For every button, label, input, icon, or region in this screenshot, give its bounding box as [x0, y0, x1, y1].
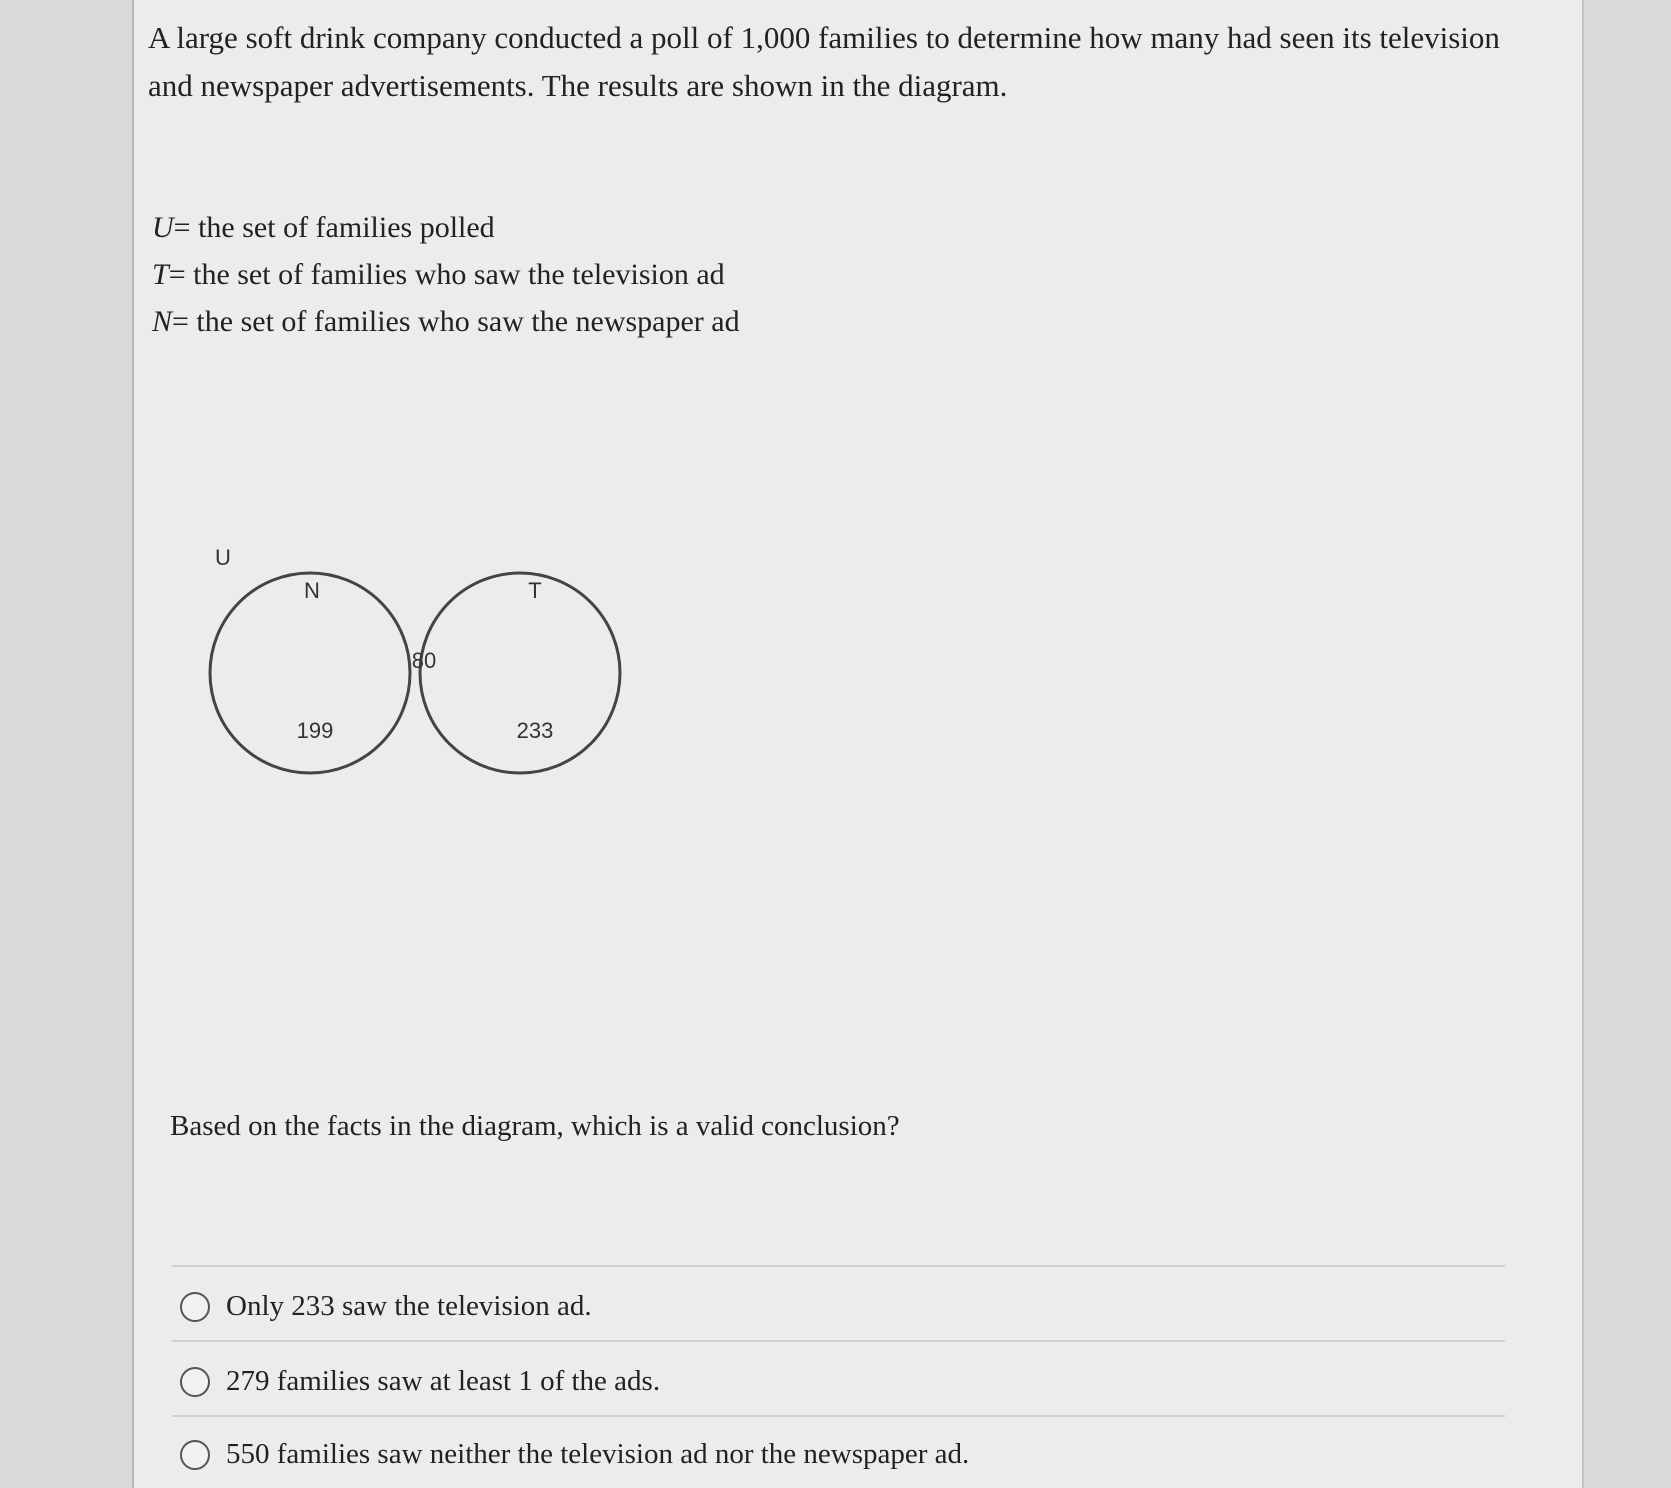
question-prompt: Based on the facts in the diagram, which is a valid conclusion?	[170, 1110, 900, 1142]
radio-button[interactable]	[180, 1440, 210, 1470]
radio-button[interactable]	[180, 1292, 210, 1322]
question-intro: A large soft drink company conducted a poll of 1,000 families to determine how many had seen its television and newspaper advertisements. The results are shown in the diagram.	[148, 20, 1500, 103]
set-t-label: T	[528, 578, 542, 603]
t-only-value: 233	[516, 718, 554, 743]
definition-t	[152, 251, 740, 298]
intersection-value: 80	[411, 648, 437, 673]
definition-symbol: T	[152, 258, 169, 291]
definition-n	[152, 298, 740, 345]
definition-symbol: U	[152, 211, 174, 244]
n-only-value: 199	[296, 718, 334, 743]
definition-text: = the set of families who saw the newspaper ad	[172, 305, 740, 338]
definition-text: = the set of families polled	[173, 211, 495, 244]
circle-n	[210, 573, 410, 773]
answer-option-label: 550 families saw neither the television ad nor the newspaper ad.	[226, 1438, 970, 1470]
radio-button[interactable]	[180, 1367, 210, 1397]
answer-option-label: Only 233 saw the television ad.	[226, 1290, 592, 1322]
circle-t	[420, 573, 620, 773]
answer-option-2[interactable]	[180, 1365, 660, 1398]
answer-option-label: 279 families saw at least 1 of the ads.	[226, 1365, 661, 1397]
divider	[172, 1415, 1505, 1417]
divider	[172, 1340, 1505, 1342]
definition-text: = the set of families who saw the television ad	[168, 258, 725, 291]
divider	[172, 1265, 1505, 1267]
set-definitions	[152, 204, 740, 345]
definition-u	[152, 204, 740, 251]
venn-diagram	[205, 545, 645, 805]
set-n-label: N	[304, 578, 320, 603]
answer-option-1[interactable]	[180, 1290, 592, 1323]
definition-symbol: N	[152, 305, 173, 338]
answer-option-3[interactable]	[180, 1438, 969, 1471]
universe-label: U	[215, 545, 231, 570]
